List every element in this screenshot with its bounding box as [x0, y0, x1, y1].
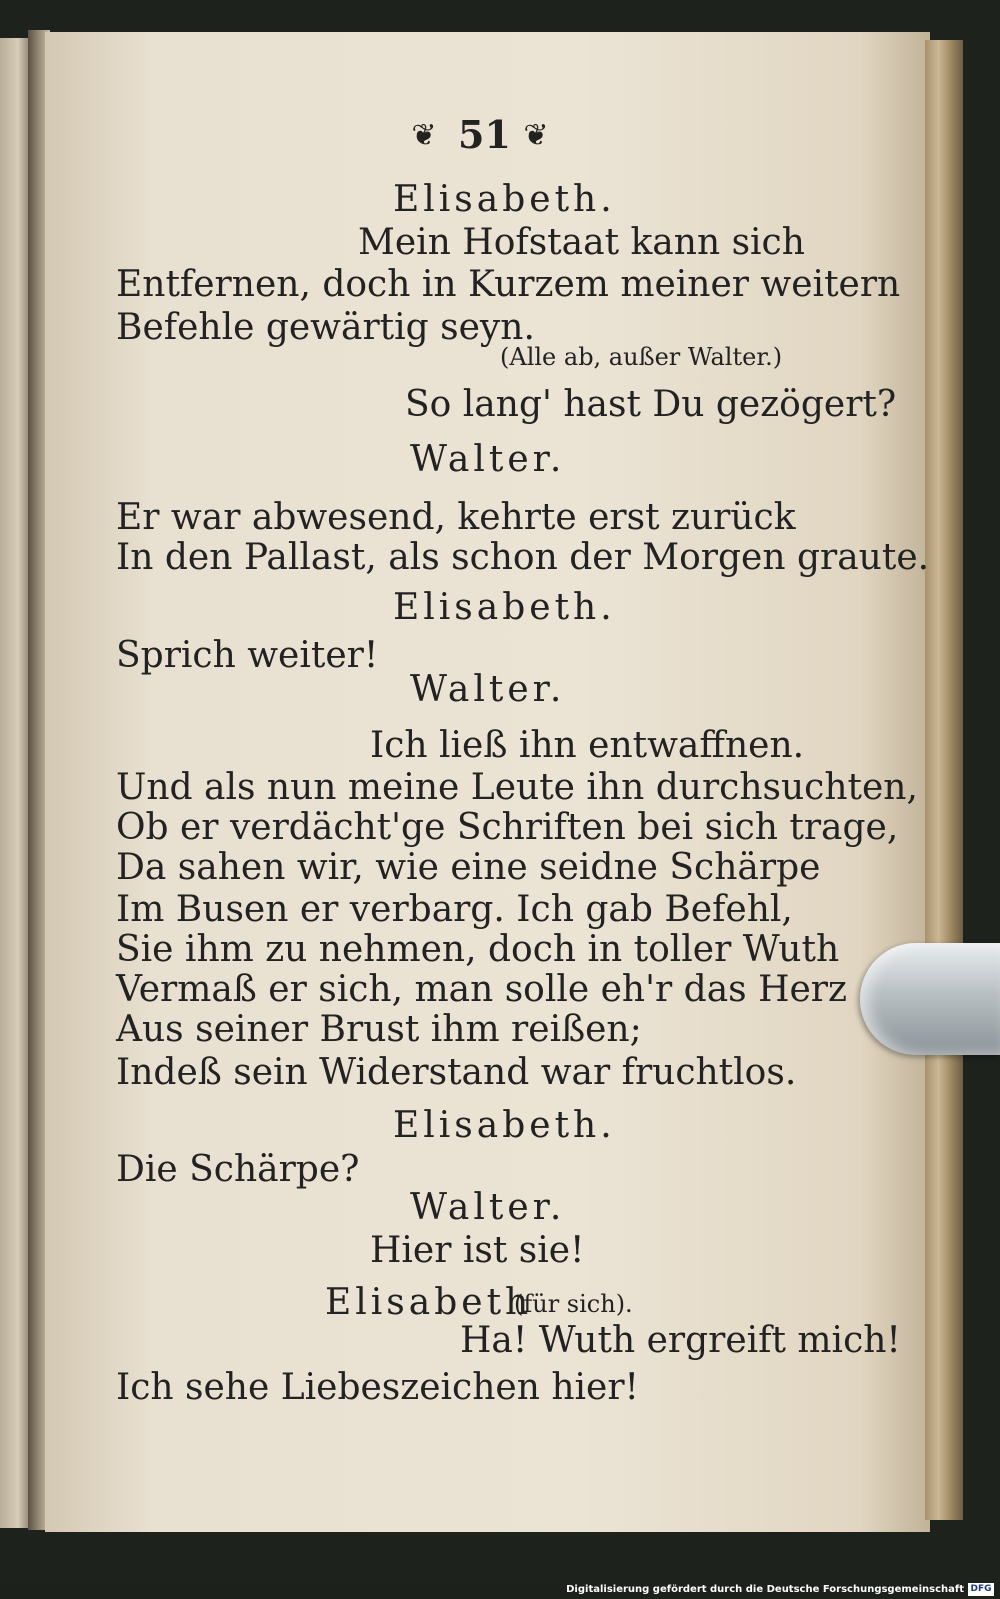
verse-line: Hier ist sie!: [370, 1230, 585, 1271]
verse-line: Befehle gewärtig seyn.: [116, 307, 535, 348]
verse-line: Er war abwesend, kehrte erst zurück: [116, 497, 796, 538]
stage-direction: (Alle ab, außer Walter.): [500, 343, 783, 371]
verse-line: Ich ließ ihn entwaffnen.: [370, 725, 805, 766]
verse-line: Ich sehe Liebeszeichen hier!: [116, 1367, 640, 1408]
ornament-left-icon: ❦: [411, 118, 437, 153]
speaker-label: Walter.: [410, 669, 566, 710]
speaker-label: Elisabeth: [325, 1282, 533, 1323]
speaker-label: Elisabeth.: [393, 179, 616, 220]
dfg-logo: DFG: [968, 1583, 994, 1596]
verse-line: Ob er verdächt'ge Schriften bei sich trage,: [116, 807, 899, 848]
speaker-label: Walter.: [410, 439, 566, 480]
stage-direction: (für sich).: [514, 1290, 633, 1318]
verse-line: Aus seiner Brust ihm reißen;: [116, 1009, 642, 1050]
verse-line: Im Busen er verbarg. Ich gab Befehl,: [116, 889, 793, 930]
verse-line: Mein Hofstaat kann sich: [358, 222, 805, 263]
verse-line: Vermaß er sich, man solle eh'r das Herz: [116, 969, 847, 1010]
page-clip: [860, 943, 1000, 1055]
page-number: 51: [458, 112, 511, 157]
ornament-right-icon: ❦: [523, 118, 549, 153]
verse-line: Sie ihm zu nehmen, doch in toller Wuth: [116, 929, 840, 970]
verse-line: Die Schärpe?: [116, 1149, 360, 1190]
verse-line: Ha! Wuth ergreift mich!: [460, 1320, 901, 1361]
verse-line: Sprich weiter!: [116, 635, 379, 676]
verse-line: In den Pallast, als schon der Morgen graute.: [116, 537, 930, 578]
left-page-edge: [0, 38, 30, 1528]
verse-line: Entfernen, doch in Kurzem meiner weitern: [116, 264, 901, 305]
verse-line: So lang' hast Du gezögert?: [405, 384, 897, 425]
page-stack-edge: [925, 40, 963, 1520]
verse-line: Indeß sein Widerstand war fruchtlos.: [116, 1052, 797, 1093]
speaker-label: Walter.: [410, 1187, 566, 1228]
speaker-label: Elisabeth.: [393, 1105, 616, 1146]
funding-credit: Digitalisierung gefördert durch die Deutsche Forschungsgemeinschaft: [566, 1584, 964, 1595]
verse-line: Da sahen wir, wie eine seidne Schärpe: [116, 847, 821, 888]
speaker-label: Elisabeth.: [393, 587, 616, 628]
verse-line: Und als nun meine Leute ihn durchsuchten,: [116, 767, 918, 808]
